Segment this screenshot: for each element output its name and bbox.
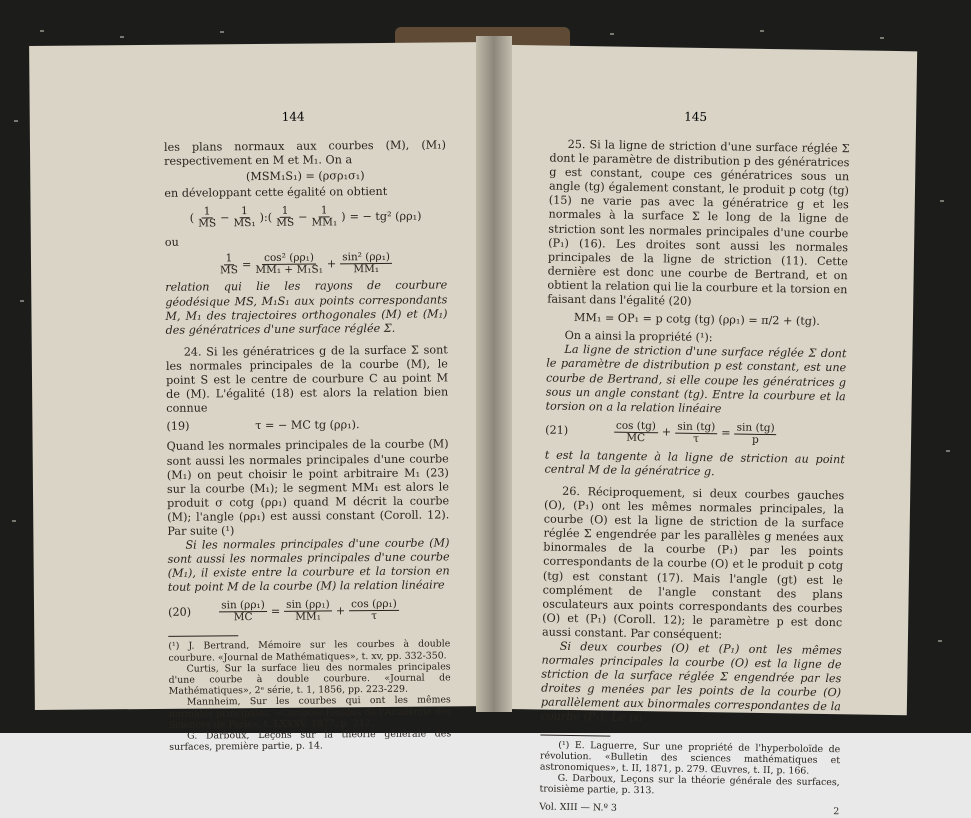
paragraph: les plans normaux aux courbes (M), (M₁) respectivement en M et M₁. On a <box>163 138 447 168</box>
footnote: (¹) E. Laguerre, Sur une propriété de l'hyperboloïde de révolution. «Bulletin des sciences mathématiques et astronomiques», t. II, 1871, p. 279. Œuvres, t. II, p. 166. <box>539 739 841 777</box>
paragraph: t est la tangente à la ligne de striction au point central M de la génératrice g. <box>544 448 845 479</box>
right-page <box>489 45 917 817</box>
paragraph: 24. Si les génératrices g de la surface Σ sont les normales principales de la courbe (M), le point S est le centre de courbure C au point M de (M). L'égalité (18) est alors la relation bien connue <box>165 343 449 416</box>
signature-number: 2 <box>833 805 840 817</box>
footnote: (¹) J. Bertrand, Mémoire sur les courbes à double courbure. «Journal de Mathématiques», t. xv, pp. 332-350. <box>168 638 451 664</box>
footnote: G. Darboux, Leçons sur la théorie générale des surfaces, première partie, p. 14. <box>169 728 452 754</box>
page-number: 144 <box>281 109 305 124</box>
footnote: G. Darboux, Leçons sur la théorie générale des surfaces, troisième partie, p. 313. <box>539 772 840 797</box>
left-page <box>29 42 495 754</box>
paragraph: ou <box>164 236 179 250</box>
equation: ( $\frac{1}{MS}$ − $\frac{1}{\text{MS₁}}$ ):( $\frac{1}{MS}$ − $\frac{1}{\text{MM₁}}$ ) = − tg² (ρρ₁) <box>189 204 422 230</box>
paragraph: La ligne de striction d'une surface réglée Σ dont le paramètre de distribution p est constant, est une courbe de Bertrand, si elle coupe les génératrices g sous un angle constant (tg). Entre la courbure et la torsion on a la relation linéaire <box>545 343 847 415</box>
equation: (20) $\frac{\text{sin (ρρ₁)}}{MC}$ = $\frac{\text{sin (ρρ₁)}}{\text{MM₁}}$ + $\frac{\text{cos (ρρ₁)}}{\tau}$ <box>168 599 450 624</box>
paragraph: 26. Réciproquement, si deux courbes gauches (O), (P₁) ont les mêmes normales principales, la courbe (O) est la ligne de striction de la surface réglée Σ engendrée par les parallèles g menées aux binormales de la courbe (P₁) par les points correspondants de la courbe (O) et le produit p cotg (tg) est constant (17). Mais l'angle (gt) est le complément de l'angle constant des plans osculateurs aux points correspondants des courbes (O) et (P₁) (Coroll. 12); le paramètre p est donc aussi constant. Par conséquent: <box>541 484 845 642</box>
footnote-rule <box>540 734 610 736</box>
equation: (21) $\frac{\cos (tg)}{MC}$ + $\frac{\sin (tg)}{\tau}$ = $\frac{\sin (tg)}{p}$ <box>545 419 775 446</box>
paragraph: 25. Si la ligne de striction d'une surface réglée Σ dont le paramètre de distribution p des génératrices g est constant, coupe ces génératrices sous un angle (tg) également constant, le produit p cotg (tg) (15) ne varie pas avec la génératrice g et les normales à la surface Σ le long de la ligne de striction sont les normales principales d'une courbe (P₁) (16). Les droites sont aussi les normales principales de la ligne de striction (11). Cette dernière est donc une courbe de Bertrand, et on obtient la relation qui lie la courbure et la torsion en faisant dans l'égalité (20) <box>547 137 850 308</box>
equation: (MSM₁S₁) = (ρσρ₁σ₁) <box>245 169 365 184</box>
volume-signature: Vol. XIII — N.º 3 <box>539 801 617 814</box>
footnote: Mannheim, Sur les courbes qui ont les mêmes normales principales. «Comptes-Rendus de l'Académie des Sciences de Paris», t. LXXXV, 1877, p. 212. <box>168 694 451 731</box>
paragraph: Si deux courbes (O) et (P₁) ont les mêmes normales principales la courbe (O) est la ligne de striction de la surface réglée Σ engendrée par les droites g menées par les points de la courbe (O) parallèlement aux binormales correspondantes de la courbe (P₁). Le pa- <box>540 639 842 725</box>
footnote-rule <box>168 636 238 638</box>
paragraph: Si les normales principales d'une courbe (M) sont aussi les normales principales d'une courbe (M₁), il existe entre la courbure et la torsion en tout point M de la courbe (M) la relation linéaire <box>167 536 450 595</box>
equation: (19) τ = − MC tg (ρρ₁). <box>166 418 360 434</box>
page-number: 145 <box>684 109 708 125</box>
gutter <box>476 36 512 712</box>
paragraph: On a ainsi la propriété (¹): <box>564 329 713 345</box>
equation: $\frac{1}{MS}$ = $\frac{\text{cos² (ρρ₁)}}{\text{MM₁ + M₁S₁}}$ + $\frac{\text{sin² (ρρ₁)}}{\text{MM₁}}$ <box>165 252 447 277</box>
paragraph: Quand les normales principales de la courbe (M) sont aussi les normales principales d'une courbe (M₁) on peut choisir le point arbitraire M₁ (23) sur la courbe (M₁); le segment MM₁ est alors le produit σ cotg (ρρ₁) quand M décrit la courbe (M); l'angle (ρρ₁) est aussi constant (Coroll. 12). Par suite (¹) <box>166 437 450 538</box>
page-footer <box>539 801 839 817</box>
equation: MM₁ = OP₁ = p cotg (tg) (ρρ₁) = π/2 + (tg). <box>573 311 821 328</box>
paragraph: en développant cette égalité on obtient <box>164 185 388 201</box>
paragraph: relation qui lie les rayons de courbure géodésique MS, M₁S₁ aux points correspondants M, M₁ des trajectoires orthogonales (M) et (M₁) des génératrices d'une surface réglée Σ. <box>165 278 448 337</box>
footnote: Curtis, Sur la surface lieu des normales principales d'une courbe à double courbure. «Journal de Mathématiques», 2ᵉ série, t. 1, 1856, pp. 223-229. <box>168 661 451 698</box>
